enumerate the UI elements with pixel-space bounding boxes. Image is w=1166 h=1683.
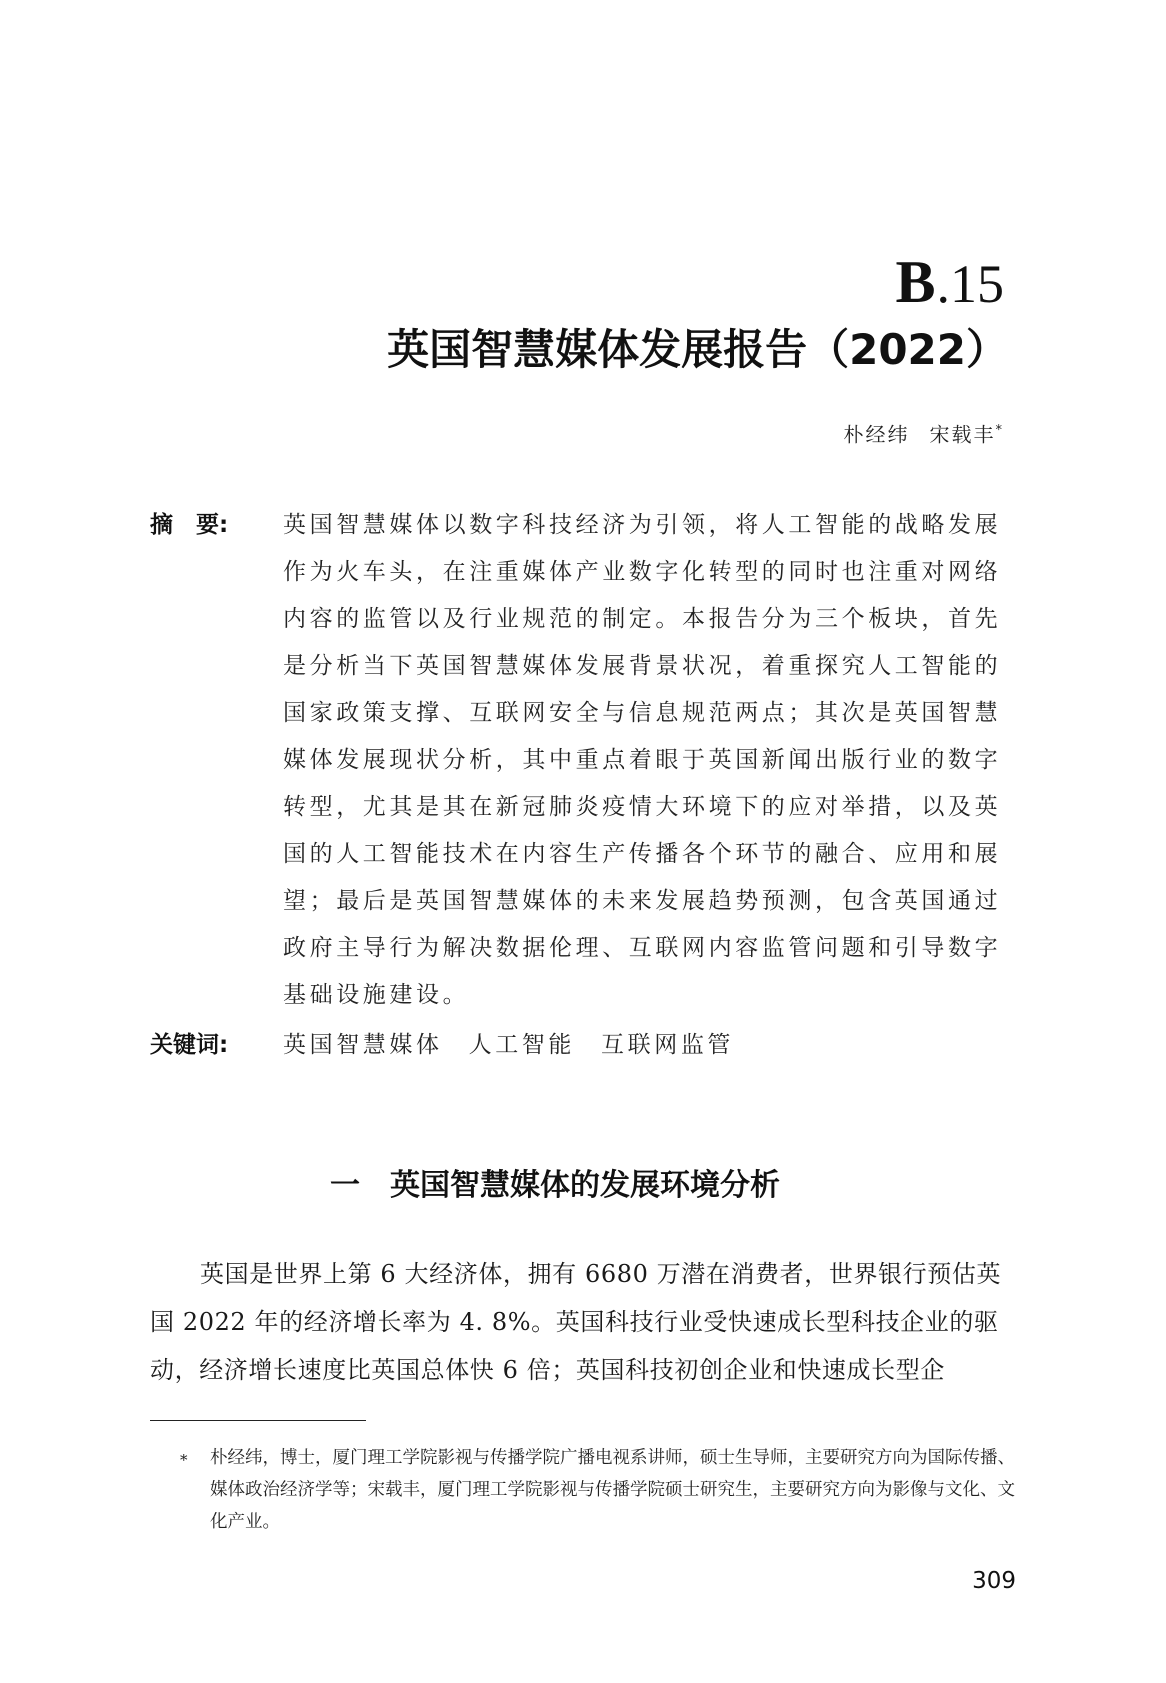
author-1: 朴经纬 bbox=[843, 422, 910, 447]
author-2: 宋载丰 bbox=[929, 422, 996, 447]
section-heading bbox=[330, 1162, 780, 1210]
footnote-marker: * bbox=[180, 1451, 188, 1469]
keyword: 人工智能 bbox=[468, 1032, 576, 1058]
chapter-letter: B bbox=[895, 249, 937, 315]
section-title: 英国智慧媒体的发展环境分析 bbox=[390, 1168, 780, 1203]
keywords-list bbox=[283, 1022, 760, 1069]
body-paragraph: 英国是世界上第 6 大经济体，拥有 6680 万潜在消费者，世界银行预估英国 2022 年的经济增长率为 4. 8%。英国科技行业受快速成长型科技企业的驱动，经济增长速度比英国总体快 6 倍；英国科技初创企业和快速成长型企 bbox=[150, 1260, 1002, 1384]
keyword: 互联网监管 bbox=[601, 1032, 735, 1058]
footnote-divider bbox=[150, 1420, 366, 1421]
author-footnote-marker: * bbox=[995, 423, 1004, 438]
abstract-text: 英国智慧媒体以数字科技经济为引领，将人工智能的战略发展作为火车头，在注重媒体产业数字化转型的同时也注重对网络内容的监管以及行业规范的制定。本报告分为三个板块，首先是分析当下英国智慧媒体发展背景状况，着重探究人工智能的国家政策支撑、互联网安全与信息规范两点；其次是英国智慧媒体发展现状分析，其中重点着眼于英国新闻出版行业的数字转型，尤其是其在新冠肺炎疫情大环境下的应对举措，以及英国的人工智能技术在内容生产传播各个环节的融合、应用和展望；最后是英国智慧媒体的未来发展趋势预测，包含英国通过政府主导行为解决数据伦理、互联网内容监管问题和引导数字基础设施建设。 bbox=[283, 512, 1002, 1008]
page-number: 309 bbox=[972, 1568, 1016, 1594]
chapter-number bbox=[895, 250, 1004, 316]
keyword: 英国智慧媒体 bbox=[283, 1032, 443, 1058]
footnote-text: 朴经纬，博士，厦门理工学院影视与传播学院广播电视系讲师，硕士生导师，主要研究方向为国际传播、媒体政治经济学等；宋载丰，厦门理工学院影视与传播学院硕士研究生，主要研究方向为影像与文化、文化产业。 bbox=[210, 1448, 1015, 1532]
authors bbox=[844, 416, 1005, 450]
section-number: 一 bbox=[330, 1168, 360, 1203]
footnote bbox=[180, 1442, 1020, 1538]
chapter-index: .15 bbox=[936, 254, 1004, 314]
report-title: 英国智慧媒体发展报告（2022） bbox=[387, 325, 1008, 374]
keywords-label: 关键词: bbox=[150, 1032, 229, 1058]
abstract-label: 摘 要: bbox=[150, 512, 229, 538]
